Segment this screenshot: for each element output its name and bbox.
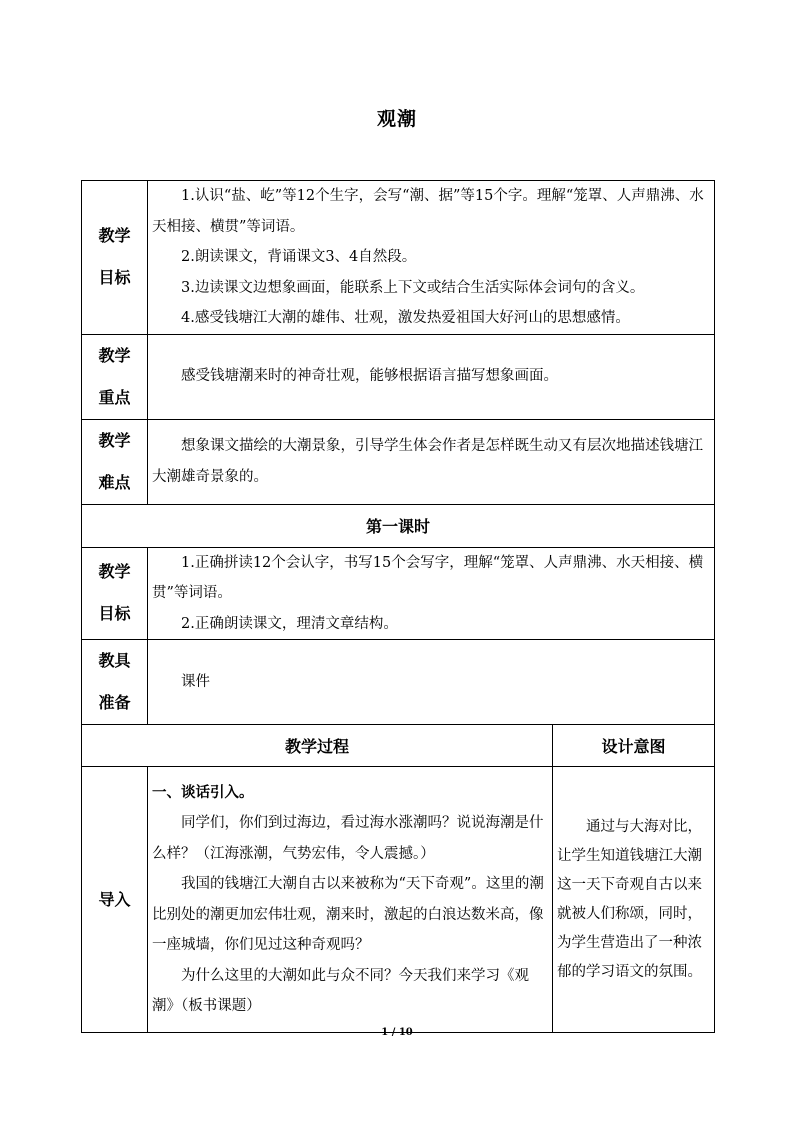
intro-content <box>148 767 553 1033</box>
goals-row <box>82 181 715 335</box>
lesson-heading-row <box>82 504 715 547</box>
lesson-goals-content <box>148 547 715 640</box>
process-header: 教学过程 <box>82 725 553 767</box>
goal-line: 2.朗读课文，背诵课文3、4自然段。 <box>181 249 417 265</box>
tools-content: 课件 <box>148 640 715 725</box>
process-header-row <box>82 725 715 767</box>
goal-line: 1.正确拼读12个会认字，书写15个会写字，理解“笼罩、人声鼎沸、水天相接、横贯”等词语。 <box>152 554 704 601</box>
goal-line: 3.边读课文边想象画面，能联系上下文或结合生活实际体会词句的含义。 <box>181 279 645 296</box>
lesson-plan-table <box>81 180 715 1033</box>
lesson-goals-label: 教学 目标 <box>82 547 148 640</box>
goal-line: 1.认识“盐、屹”等12个生字，会写“潮、据”等15个字。理解“笼罩、人声鼎沸、水天相接、横贯”等词语。 <box>152 188 704 235</box>
goals-label: 教学 目标 <box>82 181 148 335</box>
intro-paragraph: 同学们，你们到过海边，看过海水涨潮吗？说说海潮是什么样？（江海涨潮，气势宏伟，令人震撼。） <box>152 815 544 862</box>
tools-label: 教具 准备 <box>82 640 148 725</box>
difficulties-row <box>82 419 715 504</box>
key-points-label: 教学 重点 <box>82 334 148 419</box>
lesson-heading: 第一课时 <box>82 504 715 547</box>
difficulties-content: 想象课文描绘的大潮景象，引导学生体会作者是怎样既生动又有层次地描述钱塘江大潮雄奇景象的。 <box>148 419 715 504</box>
intro-row <box>82 767 715 1033</box>
lesson-goals-row <box>82 547 715 640</box>
intro-paragraph: 为什么这里的大潮如此与众不同？今天我们来学习《观潮》（板书课题） <box>152 967 529 1014</box>
intent-header: 设计意图 <box>553 725 715 767</box>
page-title: 观潮 <box>376 108 417 130</box>
intro-label: 导入 <box>82 767 148 1033</box>
tools-row <box>82 640 715 725</box>
difficulties-label: 教学 难点 <box>82 419 148 504</box>
page-number: 1 / 10 <box>381 1027 413 1038</box>
key-points-row <box>82 334 715 419</box>
goals-content <box>148 181 715 335</box>
intro-intent: 通过与大海对比，让学生知道钱塘江大潮这一天下奇观自古以来就被人们称颂，同时，为学生营造出了一种浓郁的学习语文的氛围。 <box>553 767 715 1033</box>
goal-line: 2.正确朗读课文，理清文章结构。 <box>181 615 398 632</box>
key-points-content: 感受钱塘潮来时的神奇壮观，能够根据语言描写想象画面。 <box>148 334 715 419</box>
intro-paragraph: 我国的钱塘江大潮自古以来被称为“天下奇观”。这里的潮比别处的潮更加宏伟壮观，潮来时，激起的白浪达数米高，像一座城墙，你们见过这种奇观吗？ <box>152 876 544 953</box>
goal-line: 4.感受钱塘江大潮的雄伟、壮观，激发热爱祖国大好河山的思想感情。 <box>181 310 630 326</box>
section-title: 一、谈话引入。 <box>152 783 254 801</box>
